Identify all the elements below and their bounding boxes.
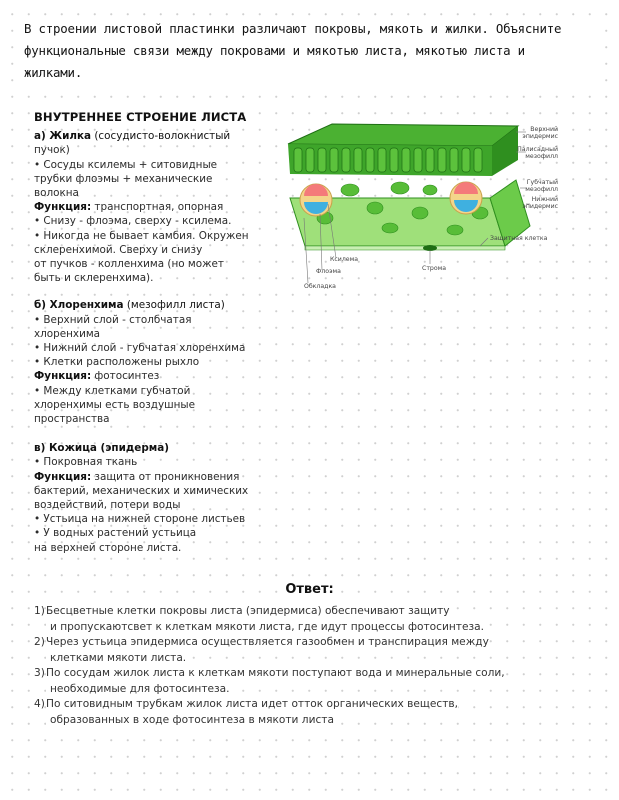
vein-left bbox=[300, 184, 332, 216]
vein-heading-note: пучок) bbox=[34, 144, 70, 157]
vein-bullet: быть и склеренхима). bbox=[34, 272, 154, 285]
palisade-cell bbox=[354, 148, 362, 172]
vein-bullet: • Никогда не бывает камбия. Окружен bbox=[34, 229, 249, 242]
leaf-cross-section-diagram bbox=[280, 118, 560, 298]
palisade-cell bbox=[330, 148, 338, 172]
palisade-cell bbox=[342, 148, 350, 172]
answer-list bbox=[34, 604, 594, 728]
answer-number: 2) bbox=[34, 636, 45, 648]
label-upper-epidermis: Верхний bbox=[530, 126, 558, 133]
question-text bbox=[24, 18, 599, 84]
palisade-cell bbox=[462, 148, 470, 172]
section-vein bbox=[34, 129, 264, 285]
palisade-cell bbox=[402, 148, 410, 172]
spongy-cell bbox=[341, 184, 359, 196]
vein-right bbox=[450, 182, 482, 214]
palisade-cell bbox=[366, 148, 374, 172]
label-sheath: Обкладка bbox=[304, 283, 336, 290]
vein-bullet: волокна bbox=[34, 187, 79, 200]
answer-item bbox=[34, 604, 594, 635]
answer-item bbox=[34, 697, 594, 728]
vein-bullet: от пучков - колленхима (но может bbox=[34, 258, 224, 271]
mesophyll-bullet: • Верхний слой - столбчатая bbox=[34, 313, 192, 326]
vein-bullet: трубки флоэмы + механические bbox=[34, 172, 213, 185]
epidermis-function-text: бактерий, механических и химических bbox=[34, 484, 249, 497]
label-palisade: мезофилл bbox=[525, 153, 558, 160]
epidermis-heading: в) Кожица (эпидерма) bbox=[34, 442, 170, 455]
epidermis-bullet: на верхней стороне листа. bbox=[34, 541, 182, 554]
label-lower-epidermis: эпидермис bbox=[522, 203, 558, 210]
label-xylem: Ксилема bbox=[330, 256, 359, 263]
mesophyll-bullet: • Клетки расположены рыхло bbox=[34, 356, 200, 369]
answer-line: По сосудам жилок листа к клеткам мякоти поступают вода и минеральные соли, bbox=[46, 666, 505, 682]
answer-line: По ситовидным трубкам жилок листа идет отток органических веществ, bbox=[46, 697, 458, 713]
answer-line: образованных в ходе фотосинтеза в мякоти листа bbox=[46, 713, 334, 729]
palisade-cell bbox=[414, 148, 422, 172]
mesophyll-heading: б) Хлоренхима (мезофилл листа) bbox=[34, 299, 225, 312]
palisade-cell bbox=[438, 148, 446, 172]
label-upper-epidermis: эпидермис bbox=[522, 133, 558, 140]
label-stoma: Строма bbox=[422, 265, 447, 272]
palisade-cell bbox=[426, 148, 434, 172]
function-label: Функция: bbox=[34, 370, 92, 383]
label-guard-cell: Защитная клетка bbox=[490, 235, 548, 242]
vein-bullet: склеренхимой. Сверху и снизу bbox=[34, 243, 203, 256]
vein-function: Функция: транспортная, опорная bbox=[34, 201, 224, 214]
answer-line: необходимые для фотосинтеза. bbox=[46, 682, 230, 698]
answer-line: Бесцветные клетки покровы листа (эпидермиса) обеспечивают защиту bbox=[46, 604, 450, 620]
spongy-cell bbox=[391, 182, 409, 194]
vein-bullet: • Снизу - флоэма, сверху - ксилема. bbox=[34, 215, 232, 228]
leaf-top-surface bbox=[288, 124, 518, 146]
epidermis-bullet: • Устьица на нижней стороне листьев bbox=[34, 513, 246, 526]
epidermis-function-text: воздействий, потери воды bbox=[34, 499, 181, 512]
answer-number: 1) bbox=[34, 605, 45, 617]
question-line: функциональные связи между покровами и мякотью листа, мякотью листа и bbox=[24, 43, 525, 58]
question-line: жилками. bbox=[24, 65, 83, 80]
card-title: ВНУТРЕННЕЕ СТРОЕНИЕ ЛИСТА bbox=[34, 110, 247, 124]
palisade-cell bbox=[306, 148, 314, 172]
spongy-cell bbox=[367, 202, 383, 214]
answer-number: 3) bbox=[34, 667, 45, 679]
epidermis-function: Функция: защита от проникновения bbox=[34, 470, 240, 483]
palisade-cell bbox=[318, 148, 326, 172]
palisade-cell bbox=[450, 148, 458, 172]
spongy-cell bbox=[412, 207, 428, 219]
section-mesophyll bbox=[34, 298, 264, 426]
function-label: Функция: bbox=[34, 470, 92, 483]
spongy-cell bbox=[447, 225, 463, 235]
palisade-cell bbox=[378, 148, 386, 172]
epidermis-bullet: • Покровная ткань bbox=[34, 456, 138, 469]
palisade-cell bbox=[390, 148, 398, 172]
question-line: В строении листовой пластинки различают покровы, мякоть и жилки. Объясните bbox=[24, 21, 562, 36]
label-lower-epidermis: Нижний bbox=[531, 196, 558, 203]
label-palisade: Палисадный bbox=[517, 146, 558, 153]
vein-heading: а) Жилка (сосудисто-волокнистый bbox=[34, 130, 231, 143]
mesophyll-bullet: • Между клетками губчатой bbox=[34, 384, 191, 397]
answer-line: и пропускаютсвет к клеткам мякоти листа, где идут процессы фотосинтеза. bbox=[46, 620, 484, 636]
epidermis-bullet: • У водных растений устьица bbox=[34, 527, 197, 540]
answer-item bbox=[34, 666, 594, 697]
palisade-cell bbox=[294, 148, 302, 172]
spongy-cell bbox=[423, 185, 437, 195]
section-epidermis bbox=[34, 441, 264, 555]
mesophyll-bullet: хлоренхима bbox=[34, 327, 101, 340]
label-spongy: Губчатый bbox=[526, 179, 558, 186]
answer-title: Ответ: bbox=[285, 582, 334, 597]
label-spongy: мезофилл bbox=[525, 186, 558, 193]
answer-line: клетками мякоти листа. bbox=[46, 651, 186, 667]
vein-bullet: • Сосуды ксилемы + ситовидные bbox=[34, 158, 218, 171]
label-phloem: Флоэма bbox=[316, 268, 341, 275]
function-label: Функция: bbox=[34, 201, 92, 214]
mesophyll-bullet: • Нижний слой - губчатая хлоренхима bbox=[34, 342, 246, 355]
answer-number: 4) bbox=[34, 698, 45, 710]
answer-item bbox=[34, 635, 594, 666]
mesophyll-bullet: хлоренхимы есть воздушные bbox=[34, 398, 195, 411]
spongy-cell bbox=[382, 223, 398, 233]
palisade-cell bbox=[474, 148, 482, 172]
mesophyll-bullet: пространства bbox=[34, 413, 110, 426]
answer-line: Через устьица эпидермиса осуществляется газообмен и транспирация между bbox=[46, 635, 489, 651]
mesophyll-function: Функция: фотосинтез bbox=[34, 370, 160, 383]
